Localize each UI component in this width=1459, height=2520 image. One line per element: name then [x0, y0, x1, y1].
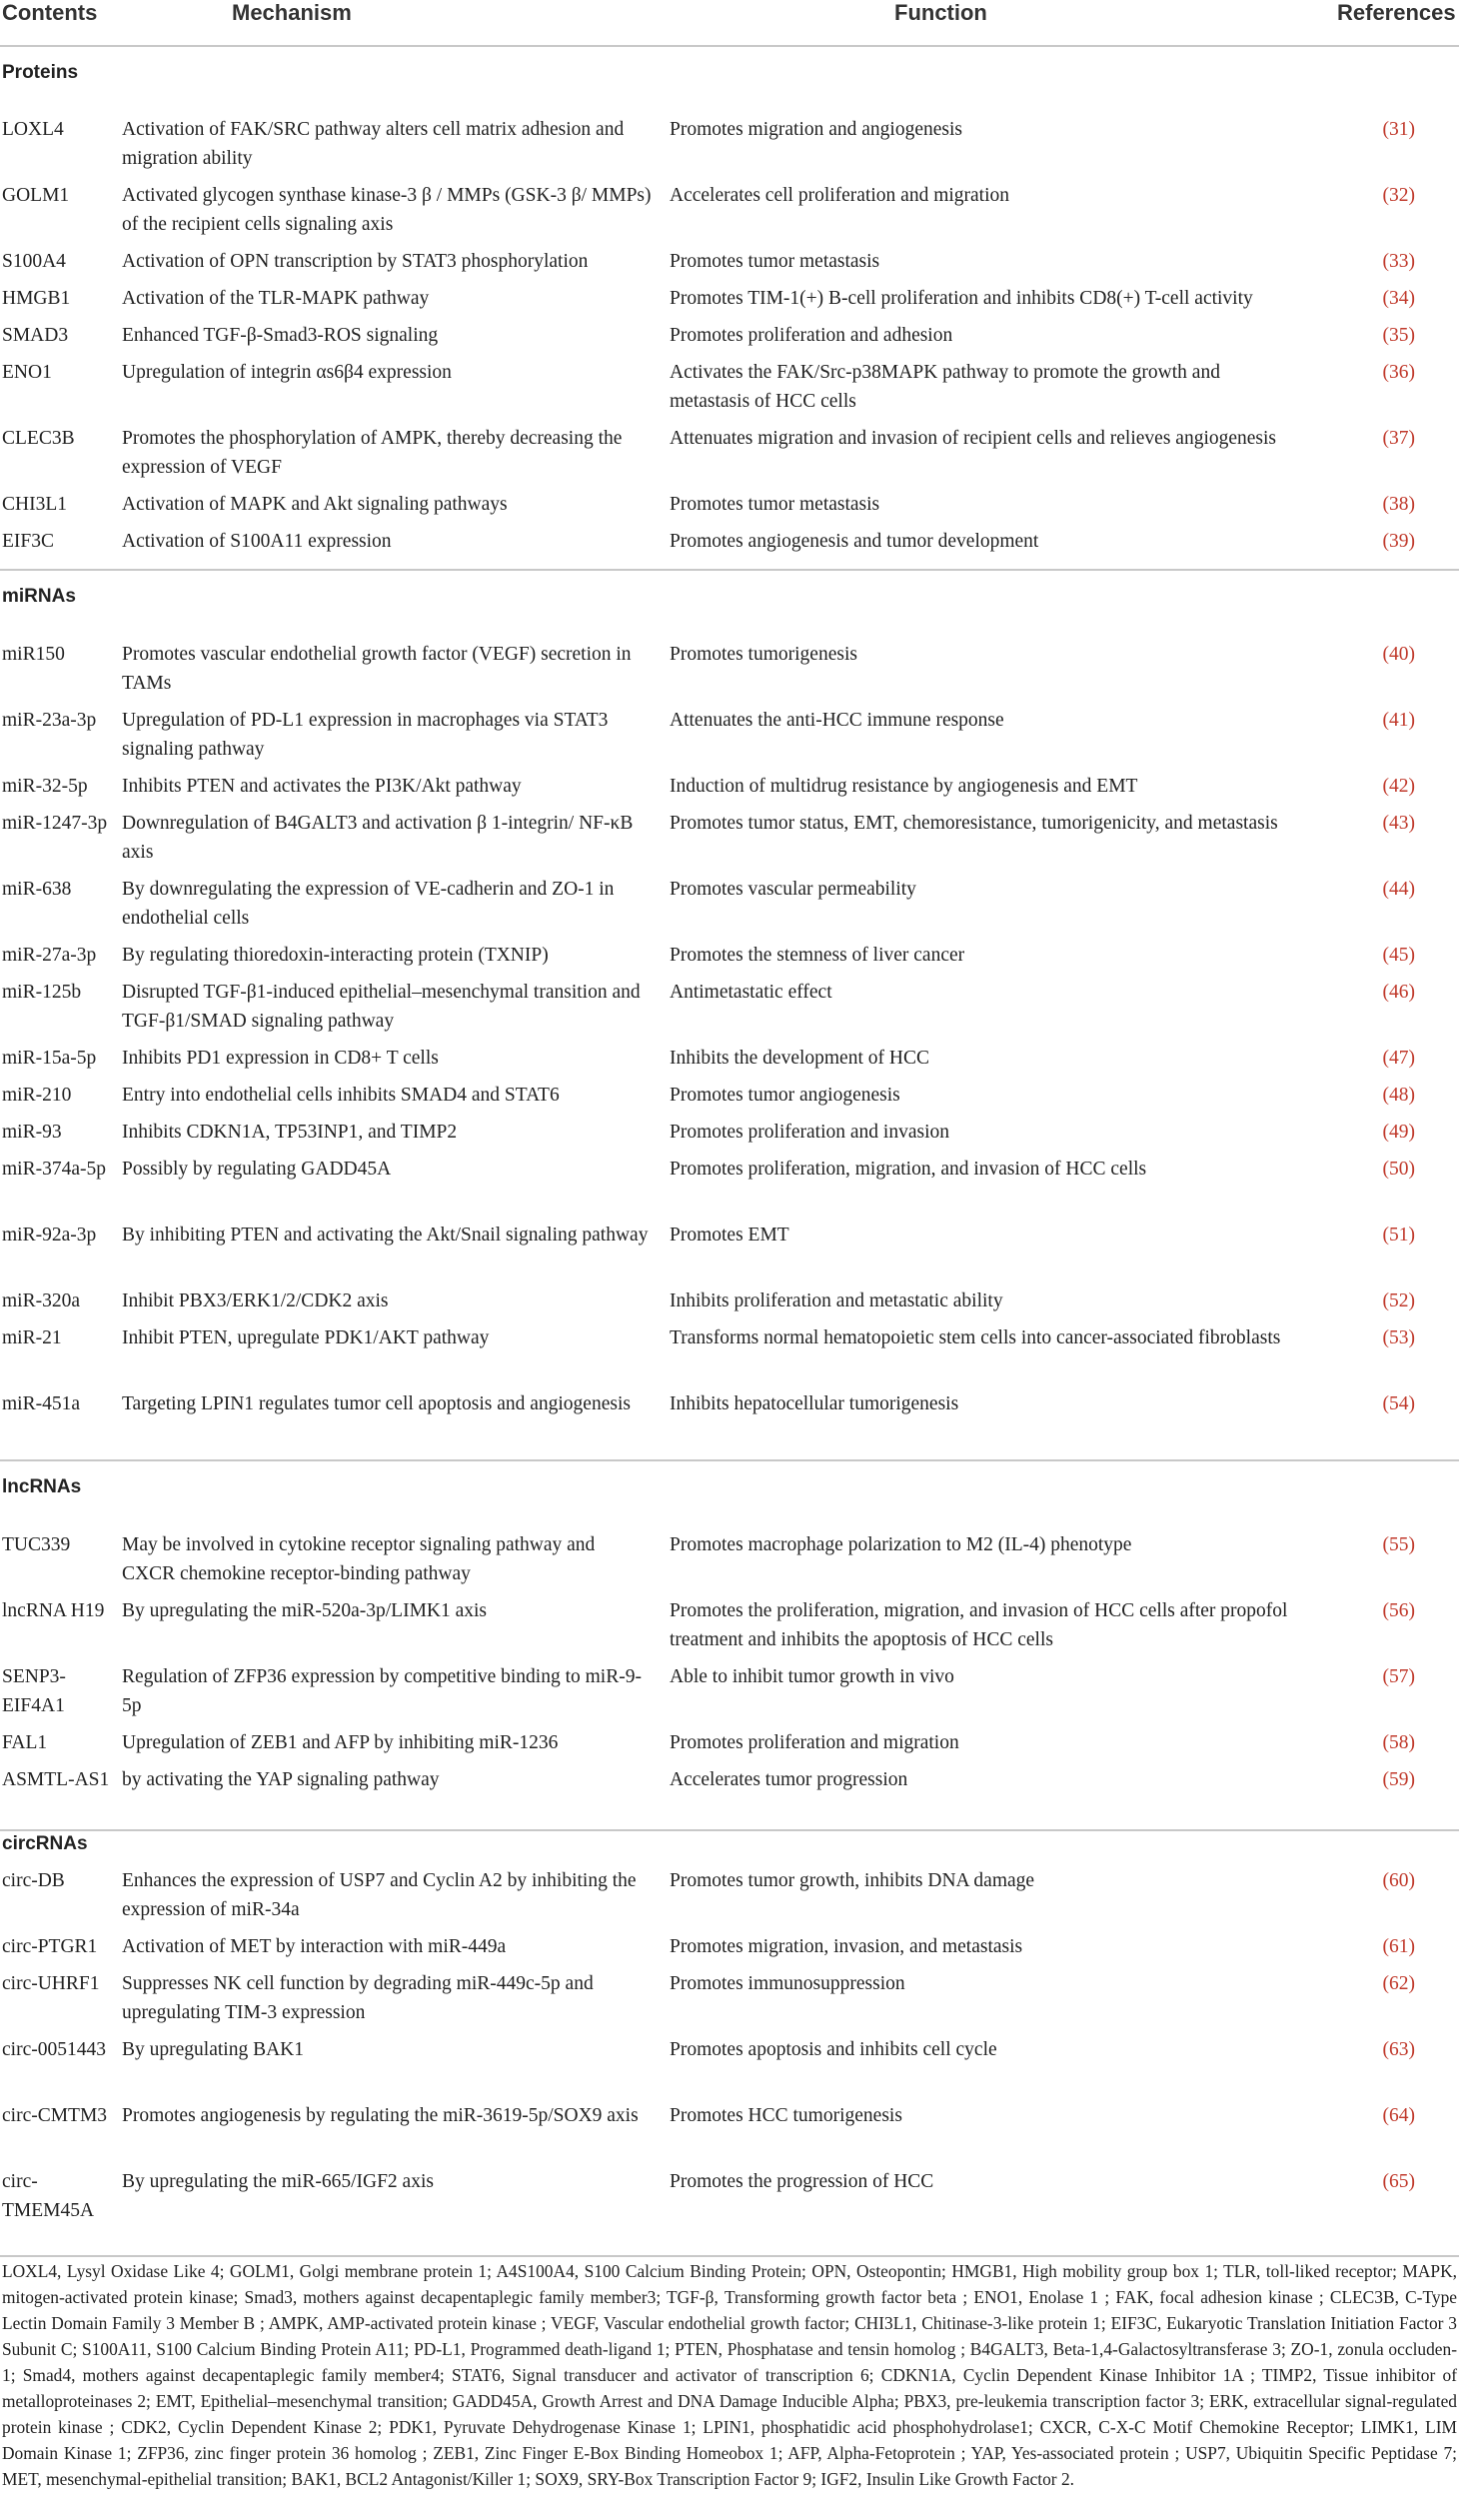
reference-link[interactable]: (44)	[1382, 879, 1415, 900]
row-mechanism: By downregulating the expression of VE-cadherin and ZO-1 in endothelial cells	[122, 879, 615, 929]
row-mechanism: Regulation of ZFP36 expression by competitive binding to miR-9-5p	[122, 1666, 642, 1716]
table-footnote: LOXL4, Lysyl Oxidase Like 4; GOLM1, Golgi membrane protein 1; A4S100A4, S100 Calcium Binding Protein; OPN, Osteopontin; HMGB1, High mobility group box 1; TLR, toll-liked receptor; MAPK, mitogen-activated protein kinase; Smad3, mothers against decapentaplegic family member3; TGF-β, Transforming growth factor beta ; ENO1, Enolase 1 ; FAK, focal adhesion kinase ; CLEC3B, C-Type Lectin Domain Family 3 Member B ; AMPK, AMP-activated protein kinase ; VEGF, Vascular endothelial growth factor; CHI3L1, Chitinase-3-like protein 1; EIF3C, Eukaryotic Translation Initiation Factor 3 Subunit C; S100A11, S100 Calcium Binding Protein A11; PD-L1, Programmed death-ligand 1; PTEN, Phosphatase and tensin homolog ; B4GALT3, Beta-1,4-Galactosyltransferase 3; ZO-1, zonula occluden-1; Smad4, mothers against decapentaplegic family member4; STAT6, Signal transducer and activator of transcription 6; CDKN1A, Cyclin Dependent Kinase Inhibitor 1A ; TIMP2, Tissue inhibitor of metalloproteinases 2; EMT, Epithelial–mesenchymal transition; GADD45A, Growth Arrest and DNA Damage Inducible Alpha; PBX3, pre-leukemia transcription factor 3; ERK, extracellular signal-regulated protein kinase ; CDK2, Cyclin Dependent Kinase 2; PDK1, Pyruvate Dehydrogenase Kinase 1; LPIN1, phosphatidic acid phosphohydrolase1; CXCR, C-X-C Motif Chemokine Receptor; LIMK1, LIM Domain Kinase 1; ZFP36, zinc finger protein 36 homolog ; ZEB1, Zinc Finger E-Box Binding Homeobox 1; AFP, Alpha-Fetoprotein ; YAP, Yes-associated protein ; USP7, Ubiquitin Specific Peptidase 7; MET, mesenchymal-epithelial transition; BAK1, BCL2 Antagonist/Killer 1; SOX9, SRY-Box Transcription Factor 9; IGF2, Insulin Like Growth Factor 2.	[2, 2261, 1457, 2489]
row-name: miR-320a	[2, 1290, 80, 1311]
row-mechanism: Upregulation of PD-L1 expression in macrophages via STAT3 signaling pathway	[122, 710, 609, 760]
row-mechanism: By regulating thioredoxin-interacting protein (TXNIP)	[122, 945, 549, 966]
reference-link[interactable]: (56)	[1382, 1600, 1415, 1621]
row-function: Promotes immunosuppression	[670, 1973, 905, 1994]
row-mechanism: Disrupted TGF-β1-induced epithelial–mesenchymal transition and TGF-β1/SMAD signaling pathway	[122, 982, 641, 1032]
row-mechanism: Activation of FAK/SRC pathway alters cell matrix adhesion and migration ability	[122, 119, 625, 169]
row-name: CLEC3B	[2, 428, 75, 449]
row-function: Promotes the proliferation, migration, and invasion of HCC cells after propofol treatment and inhibits the apoptosis of HCC cells	[670, 1600, 1288, 1650]
row-mechanism: Inhibits CDKN1A, TP53INP1, and TIMP2	[122, 1122, 458, 1143]
header-mechanism: Mechanism	[232, 0, 352, 25]
row-name: ASMTL-AS1	[2, 1769, 110, 1790]
row-function: Promotes angiogenesis and tumor development	[670, 531, 1039, 552]
reference-link[interactable]: (55)	[1382, 1534, 1415, 1555]
row-mechanism: Targeting LPIN1 regulates tumor cell apoptosis and angiogenesis	[122, 1393, 631, 1414]
row-function: Inhibits the development of HCC	[670, 1048, 929, 1069]
row-name: lncRNA H19	[2, 1600, 105, 1621]
row-function: Accelerates tumor progression	[670, 1769, 908, 1790]
reference-link[interactable]: (53)	[1382, 1327, 1415, 1348]
reference-link[interactable]: (39)	[1382, 531, 1415, 552]
row-name: LOXL4	[2, 119, 64, 140]
row-mechanism: by activating the YAP signaling pathway	[122, 1769, 440, 1790]
row-name: miR-92a-3p	[2, 1225, 97, 1246]
row-function: Promotes proliferation, migration, and invasion of HCC cells	[670, 1159, 1147, 1180]
row-function: Promotes macrophage polarization to M2 (IL-4) phenotype	[670, 1534, 1132, 1555]
row-name: circ-DB	[2, 1870, 65, 1891]
row-function: Transforms normal hematopoietic stem cells into cancer-associated fibroblasts	[670, 1327, 1281, 1348]
row-name: miR-125b	[2, 982, 82, 1003]
reference-link[interactable]: (62)	[1382, 1973, 1415, 1994]
row-mechanism: Possibly by regulating GADD45A	[122, 1159, 392, 1180]
row-name: miR150	[2, 644, 65, 665]
row-name: miR-374a-5p	[2, 1159, 106, 1180]
table-rule	[0, 569, 1459, 571]
header-contents: Contents	[2, 0, 98, 25]
row-name: miR-93	[2, 1122, 62, 1143]
row-function: Promotes tumorigenesis	[670, 644, 857, 665]
row-mechanism: By inhibiting PTEN and activating the Akt/Snail signaling pathway	[122, 1225, 649, 1246]
row-function: Promotes proliferation and migration	[670, 1732, 959, 1753]
row-mechanism: May be involved in cytokine receptor signaling pathway and CXCR chemokine receptor-binding pathway	[122, 1534, 596, 1584]
row-name: TUC339	[2, 1534, 71, 1555]
row-function: Promotes proliferation and invasion	[670, 1122, 949, 1143]
row-name: miR-638	[2, 879, 72, 900]
row-function: Able to inhibit tumor growth in vivo	[670, 1666, 954, 1687]
row-mechanism: By upregulating the miR-665/IGF2 axis	[122, 2171, 434, 2192]
row-name: circ-CMTM3	[2, 2105, 108, 2126]
row-name: CHI3L1	[2, 494, 67, 515]
row-name: miR-21	[2, 1327, 62, 1348]
section-title: miRNAs	[2, 586, 76, 607]
reference-link[interactable]: (31)	[1382, 119, 1415, 140]
row-mechanism: Downregulation of B4GALT3 and activation β 1-integrin/ NF-κB axis	[122, 813, 634, 863]
row-name: GOLM1	[2, 185, 70, 206]
row-name: miR-15a-5p	[2, 1048, 97, 1069]
reference-link[interactable]: (61)	[1382, 1936, 1415, 1957]
row-function: Promotes EMT	[670, 1225, 789, 1246]
row-function: Promotes TIM-1(+) B-cell proliferation and inhibits CD8(+) T-cell activity	[670, 288, 1253, 309]
row-mechanism: Inhibit PTEN, upregulate PDK1/AKT pathway	[122, 1327, 490, 1348]
row-mechanism: Activation of OPN transcription by STAT3 phosphorylation	[122, 251, 589, 272]
row-function: Promotes the stemness of liver cancer	[670, 945, 965, 966]
header-references: References	[1337, 0, 1456, 25]
row-name: HMGB1	[2, 288, 71, 309]
reference-link[interactable]: (45)	[1382, 945, 1415, 966]
reference-link[interactable]: (59)	[1382, 1769, 1415, 1790]
row-mechanism: Enhanced TGF-β-Smad3-ROS signaling	[122, 325, 439, 346]
row-mechanism: Inhibits PD1 expression in CD8+ T cells	[122, 1048, 439, 1069]
row-function: Promotes vascular permeability	[670, 879, 916, 900]
row-mechanism: Promotes vascular endothelial growth factor (VEGF) secretion in TAMs	[122, 644, 632, 694]
row-name: circ-UHRF1	[2, 1973, 100, 1994]
row-mechanism: Enhances the expression of USP7 and Cyclin A2 by inhibiting the expression of miR-34a	[122, 1870, 637, 1920]
reference-link[interactable]: (47)	[1382, 1048, 1415, 1069]
reference-link[interactable]: (63)	[1382, 2039, 1415, 2060]
row-name: miR-210	[2, 1085, 72, 1106]
row-function: Inhibits proliferation and metastatic ability	[670, 1290, 1003, 1311]
table-rule	[0, 2255, 1459, 2257]
row-name: FAL1	[2, 1732, 48, 1753]
reference-link[interactable]: (49)	[1382, 1122, 1415, 1143]
reference-link[interactable]: (43)	[1382, 813, 1415, 834]
reference-link[interactable]: (41)	[1382, 710, 1415, 731]
row-function: Promotes migration and angiogenesis	[670, 119, 962, 140]
row-function: Induction of multidrug resistance by angiogenesis and EMT	[670, 776, 1138, 797]
row-function: Promotes proliferation and adhesion	[670, 325, 953, 346]
header-function: Function	[894, 0, 987, 25]
row-function: Promotes tumor angiogenesis	[670, 1085, 900, 1106]
reference-link[interactable]: (58)	[1382, 1732, 1415, 1753]
reference-link[interactable]: (50)	[1382, 1159, 1415, 1180]
reference-link[interactable]: (64)	[1382, 2105, 1415, 2126]
row-function: Antimetastatic effect	[670, 982, 832, 1003]
row-function: Attenuates the anti-HCC immune response	[670, 710, 1004, 731]
row-function: Activates the FAK/Src-p38MAPK pathway to promote the growth and metastasis of HCC cells	[670, 362, 1220, 412]
row-name: miR-27a-3p	[2, 945, 97, 966]
row-mechanism: Activation of MET by interaction with miR-449a	[122, 1936, 507, 1957]
reference-link[interactable]: (35)	[1382, 325, 1415, 346]
row-name: miR-23a-3p	[2, 710, 97, 731]
row-function: Promotes migration, invasion, and metastasis	[670, 1936, 1023, 1957]
row-function: Promotes tumor growth, inhibits DNA damage	[670, 1870, 1035, 1891]
reference-link[interactable]: (46)	[1382, 982, 1415, 1003]
row-function: Promotes the progression of HCC	[670, 2171, 934, 2192]
row-mechanism: Inhibits PTEN and activates the PI3K/Akt pathway	[122, 776, 522, 797]
reference-link[interactable]: (42)	[1382, 776, 1415, 797]
row-mechanism: Activation of the TLR-MAPK pathway	[122, 288, 430, 309]
row-name: miR-451a	[2, 1393, 80, 1414]
row-mechanism: Inhibit PBX3/ERK1/2/CDK2 axis	[122, 1290, 389, 1311]
reference-link[interactable]: (38)	[1382, 494, 1415, 515]
row-function: Promotes tumor metastasis	[670, 494, 880, 515]
row-mechanism: By upregulating BAK1	[122, 2039, 304, 2060]
table-header	[0, 0, 1459, 46]
row-mechanism: By upregulating the miR-520a-3p/LIMK1 axis	[122, 1600, 488, 1621]
row-mechanism: Upregulation of integrin αs6β4 expression	[122, 362, 452, 383]
reference-link[interactable]: (48)	[1382, 1085, 1415, 1106]
row-name: circ-0051443	[2, 2039, 106, 2060]
row-mechanism: Activated glycogen synthase kinase-3 β / MMPs (GSK-3 β/ MMPs) of the recipient cells signaling axis	[122, 185, 652, 235]
row-name: miR-32-5p	[2, 776, 88, 797]
row-mechanism: Suppresses NK cell function by degrading miR-449c-5p and upregulating TIM-3 expression	[122, 1973, 594, 2023]
reference-link[interactable]: (33)	[1382, 251, 1415, 272]
reference-link[interactable]: (32)	[1382, 185, 1415, 206]
table-rule	[0, 45, 1459, 47]
row-function: Promotes HCC tumorigenesis	[670, 2105, 902, 2126]
row-function: Attenuates migration and invasion of recipient cells and relieves angiogenesis	[670, 428, 1277, 449]
row-name: miR-1247-3p	[2, 813, 108, 834]
table-rule	[0, 1829, 1459, 1831]
row-mechanism: Activation of MAPK and Akt signaling pathways	[122, 494, 508, 515]
section-title: Proteins	[2, 62, 79, 83]
reference-link[interactable]: (51)	[1382, 1225, 1415, 1246]
reference-link[interactable]: (52)	[1382, 1290, 1415, 1311]
section-title: circRNAs	[2, 1833, 88, 1854]
row-mechanism: Upregulation of ZEB1 and AFP by inhibiting miR-1236	[122, 1732, 559, 1753]
reference-link[interactable]: (60)	[1382, 1870, 1415, 1891]
row-mechanism: Promotes angiogenesis by regulating the miR-3619-5p/SOX9 axis	[122, 2105, 639, 2126]
row-name: circ-PTGR1	[2, 1936, 98, 1957]
row-name: circ-TMEM45A	[2, 2171, 95, 2221]
reference-link[interactable]: (65)	[1382, 2171, 1415, 2192]
reference-link[interactable]: (40)	[1382, 644, 1415, 665]
row-function: Promotes tumor metastasis	[670, 251, 880, 272]
reference-link[interactable]: (57)	[1382, 1666, 1415, 1687]
row-name: SMAD3	[2, 325, 69, 346]
row-function: Accelerates cell proliferation and migration	[670, 185, 1010, 206]
row-function: Inhibits hepatocellular tumorigenesis	[670, 1393, 959, 1414]
row-mechanism: Activation of S100A11 expression	[122, 531, 392, 552]
reference-link[interactable]: (34)	[1382, 288, 1415, 309]
row-mechanism: Entry into endothelial cells inhibits SMAD4 and STAT6	[122, 1085, 560, 1106]
section-title: lncRNAs	[2, 1476, 82, 1497]
reference-link[interactable]: (54)	[1382, 1393, 1415, 1414]
table-rule	[0, 1459, 1459, 1461]
row-function: Promotes apoptosis and inhibits cell cycle	[670, 2039, 997, 2060]
row-name: EIF3C	[2, 531, 55, 552]
row-function: Promotes tumor status, EMT, chemoresistance, tumorigenicity, and metastasis	[670, 813, 1278, 834]
row-mechanism: Promotes the phosphorylation of AMPK, thereby decreasing the expression of VEGF	[122, 428, 623, 478]
row-name: SENP3-EIF4A1	[2, 1666, 66, 1716]
reference-link[interactable]: (36)	[1382, 362, 1415, 383]
reference-link[interactable]: (37)	[1382, 428, 1415, 449]
row-name: ENO1	[2, 362, 52, 383]
row-name: S100A4	[2, 251, 66, 272]
